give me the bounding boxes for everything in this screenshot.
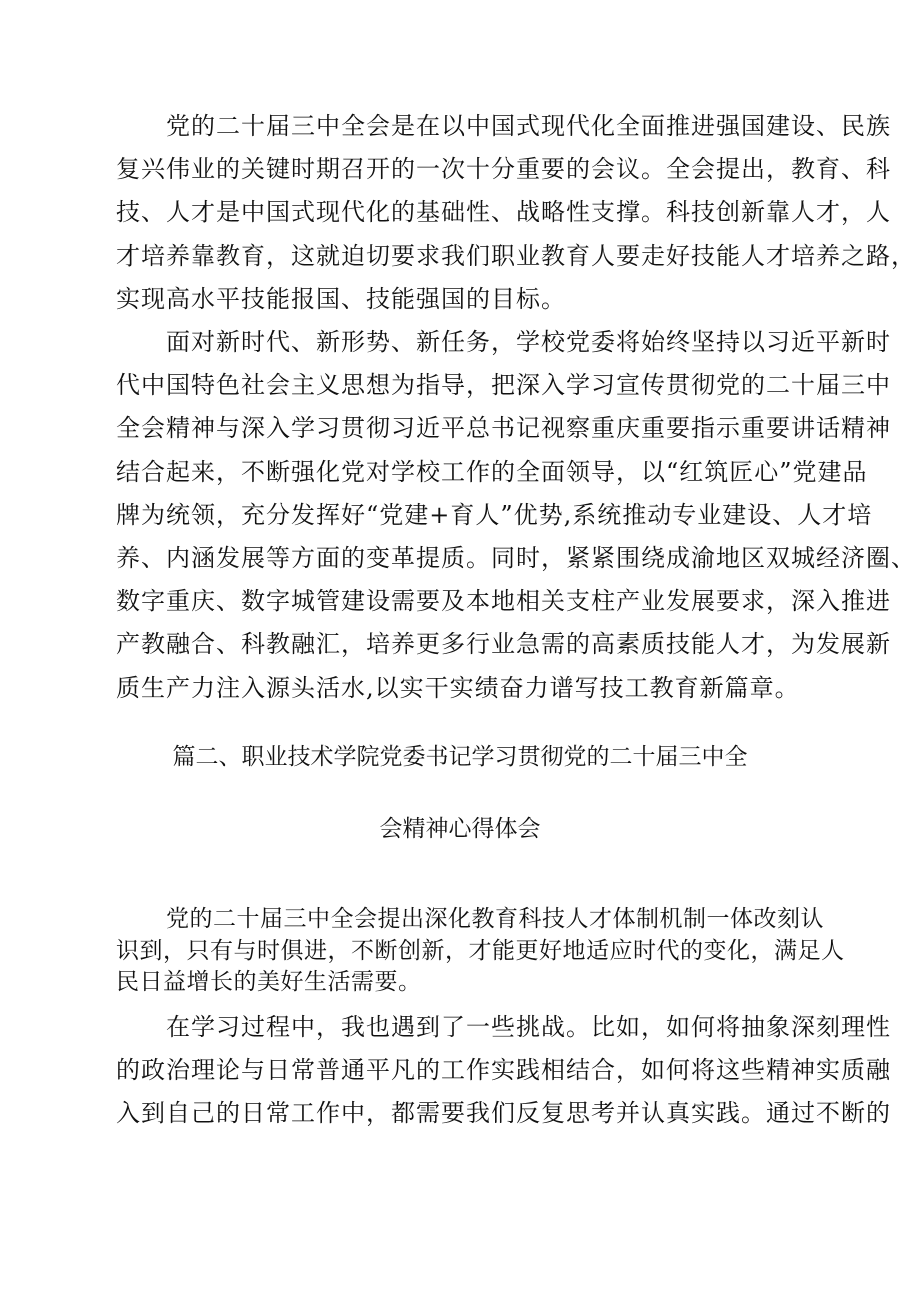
- text-line: 产教融合、科教融汇，培养更多行业急需的高素质技能人才，为发展新: [116, 630, 891, 658]
- text-line: 的政治理论与日常普通平凡的工作实践相结合，如何将这些精神实质融: [116, 1056, 891, 1084]
- text-line: 党的二十届三中全会是在以中国式现代化全面推进强国建设、民族: [166, 112, 891, 140]
- text-line: 面对新时代、新形势、新任务，学校党委将始终坚持以习近平新时: [166, 328, 891, 356]
- text-line: 才培养靠教育，这就迫切要求我们职业教育人要走好技能人才培养之路，: [116, 242, 916, 270]
- text-line: 质生产力注入源头活水,以实干实绩奋力谱写技工教育新篇章。: [116, 674, 800, 702]
- text-line: 入到自己的日常工作中，都需要我们反复思考并认真实践。通过不断的: [116, 1099, 891, 1127]
- heading-line: 篇二、职业技术学院党委书记学习贯彻党的二十届三中全: [172, 744, 748, 770]
- text-line: 牌为统领，充分发挥好“党建+育人”优势,系统推动专业建设、人才培: [116, 501, 873, 529]
- text-line: 代中国特色社会主义思想为指导，把深入学习宣传贯彻党的二十届三中: [116, 371, 891, 399]
- text-line: 结合起来，不断强化党对学校工作的全面领导，以“红筑匠心”党建品: [116, 458, 868, 486]
- text-line: 民日益增长的美好生活需要。: [116, 969, 422, 995]
- text-line: 识到，只有与时俱进，不断创新，才能更好地适应时代的变化，满足人: [116, 938, 845, 964]
- text-line: 数字重庆、数字城管建设需要及本地相关支柱产业发展要求，深入推进: [116, 587, 891, 615]
- text-line: 党的二十届三中全会提出深化教育科技人才体制机制一体改刻认: [166, 906, 824, 932]
- text-line: 养、内涵发展等方面的变革提质。同时，紧紧围绕成渝地区双城经济圈、: [116, 544, 916, 572]
- text-line: 在学习过程中，我也遇到了一些挑战。比如，如何将抽象深刻理性: [166, 1013, 891, 1041]
- text-line: 全会精神与深入学习贯彻习近平总书记视察重庆重要指示重要讲话精神: [116, 414, 891, 442]
- heading-line: 会精神心得体会: [379, 816, 541, 842]
- text-line: 复兴伟业的关键时期召开的一次十分重要的会议。全会提出，教育、科: [116, 155, 891, 183]
- text-line: 技、人才是中国式现代化的基础性、战略性支撑。科技创新靠人才，人: [116, 198, 891, 226]
- text-line: 实现高水平技能报国、技能强国的目标。: [116, 285, 566, 313]
